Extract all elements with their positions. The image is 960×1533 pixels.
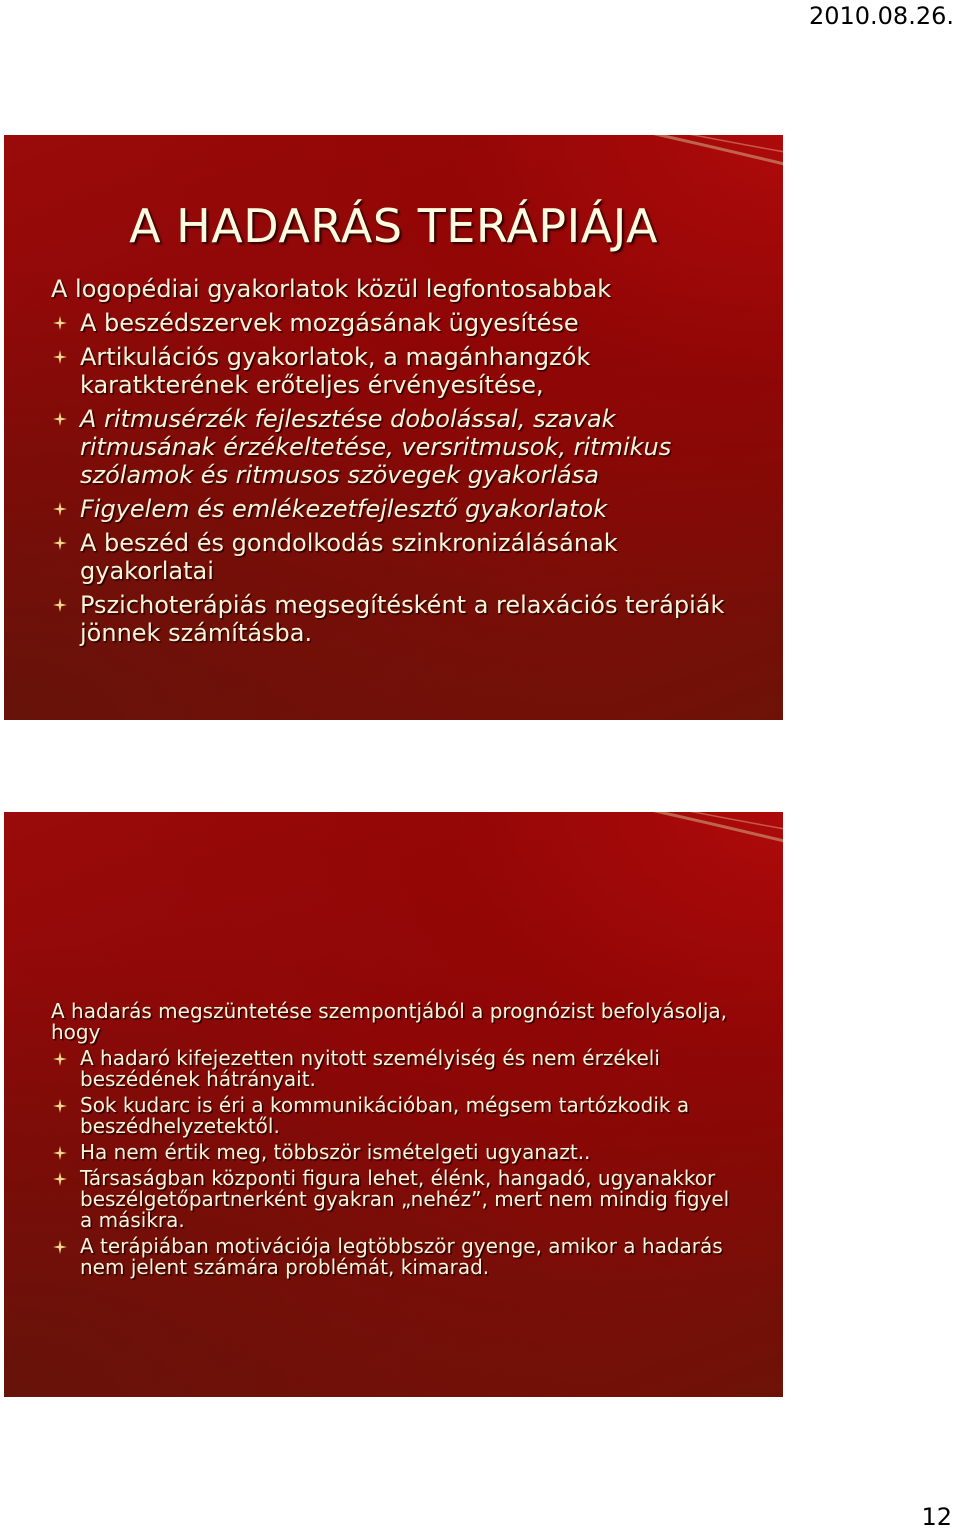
list-item-text: A beszédszervek mozgásának ügyesítése (80, 309, 579, 337)
list-item (4, 1095, 783, 1137)
list-item-text: Ha nem értik meg, többször ismételgeti ugyanazt.. (80, 1140, 591, 1164)
list-item-text: A terápiában motivációja legtöbbször gyenge, amikor a hadarás nem jelent számára problémát, kimarad. (80, 1234, 723, 1279)
slide-2-intro: A hadarás megszüntetése szempontjából a prognózist befolyásolja, hogy (51, 999, 728, 1044)
slide-1-bullet-list (4, 309, 783, 647)
four-point-star-bullet-icon (53, 1146, 67, 1160)
list-item (4, 1048, 783, 1090)
four-point-star-bullet-icon (53, 502, 67, 516)
four-point-star-bullet-icon (53, 350, 67, 364)
four-point-star-bullet-icon (53, 1172, 67, 1186)
list-item (4, 1168, 783, 1231)
list-item (4, 529, 783, 585)
list-item (4, 1236, 783, 1278)
slide-title: A HADARÁS TERÁPIÁJA (129, 199, 658, 253)
list-item (4, 495, 783, 523)
list-item-text: Pszichoterápiás megsegítésként a relaxációs terápiák jönnek számításba. (80, 591, 725, 647)
list-item (4, 309, 783, 337)
list-item (4, 343, 783, 399)
slide-1 (4, 135, 783, 720)
list-item-text: Társaságban központi figura lehet, élénk, hangadó, ugyanakkor beszélgetőpartnerként gyakran „nehéz”, mert nem mindig figyel a másikra. (80, 1166, 730, 1232)
slide-2-content (4, 1001, 783, 1283)
four-point-star-bullet-icon (53, 316, 67, 330)
list-item-text: A ritmusérzék fejlesztése dobolással, szavak ritmusának érzékeltetése, versritmusok, ritmikus szólamok és ritmusos szövegek gyakorlása (80, 405, 672, 489)
list-item-text: A hadaró kifejezetten nyitott személyiség és nem érzékeli beszédének hátrányait. (80, 1046, 660, 1091)
four-point-star-bullet-icon (53, 1099, 67, 1113)
decorative-swoosh (633, 812, 783, 864)
four-point-star-bullet-icon (53, 412, 67, 426)
slide-1-content (4, 275, 783, 653)
four-point-star-bullet-icon (53, 1052, 67, 1066)
slide-2 (4, 812, 783, 1397)
four-point-star-bullet-icon (53, 598, 67, 612)
slide-1-intro: A logopédiai gyakorlatok közül legfontosabbak (51, 275, 612, 303)
list-item-text: Figyelem és emlékezetfejlesztő gyakorlatok (80, 495, 608, 523)
page-number: 12 (921, 1503, 952, 1531)
header-date: 2010.08.26. (808, 2, 954, 30)
list-item-text: Artikulációs gyakorlatok, a magánhangzók karatkterének erőteljes érvényesítése, (80, 343, 591, 399)
list-item (4, 1142, 783, 1163)
four-point-star-bullet-icon (53, 1240, 67, 1254)
list-item-text: A beszéd és gondolkodás szinkronizálásának gyakorlatai (80, 529, 618, 585)
four-point-star-bullet-icon (53, 536, 67, 550)
list-item-text: Sok kudarc is éri a kommunikációban, mégsem tartózkodik a beszédhelyzetektől. (80, 1093, 690, 1138)
list-item (4, 405, 783, 489)
slide-2-bullet-list (4, 1048, 783, 1278)
decorative-swoosh (633, 135, 783, 187)
list-item (4, 591, 783, 647)
